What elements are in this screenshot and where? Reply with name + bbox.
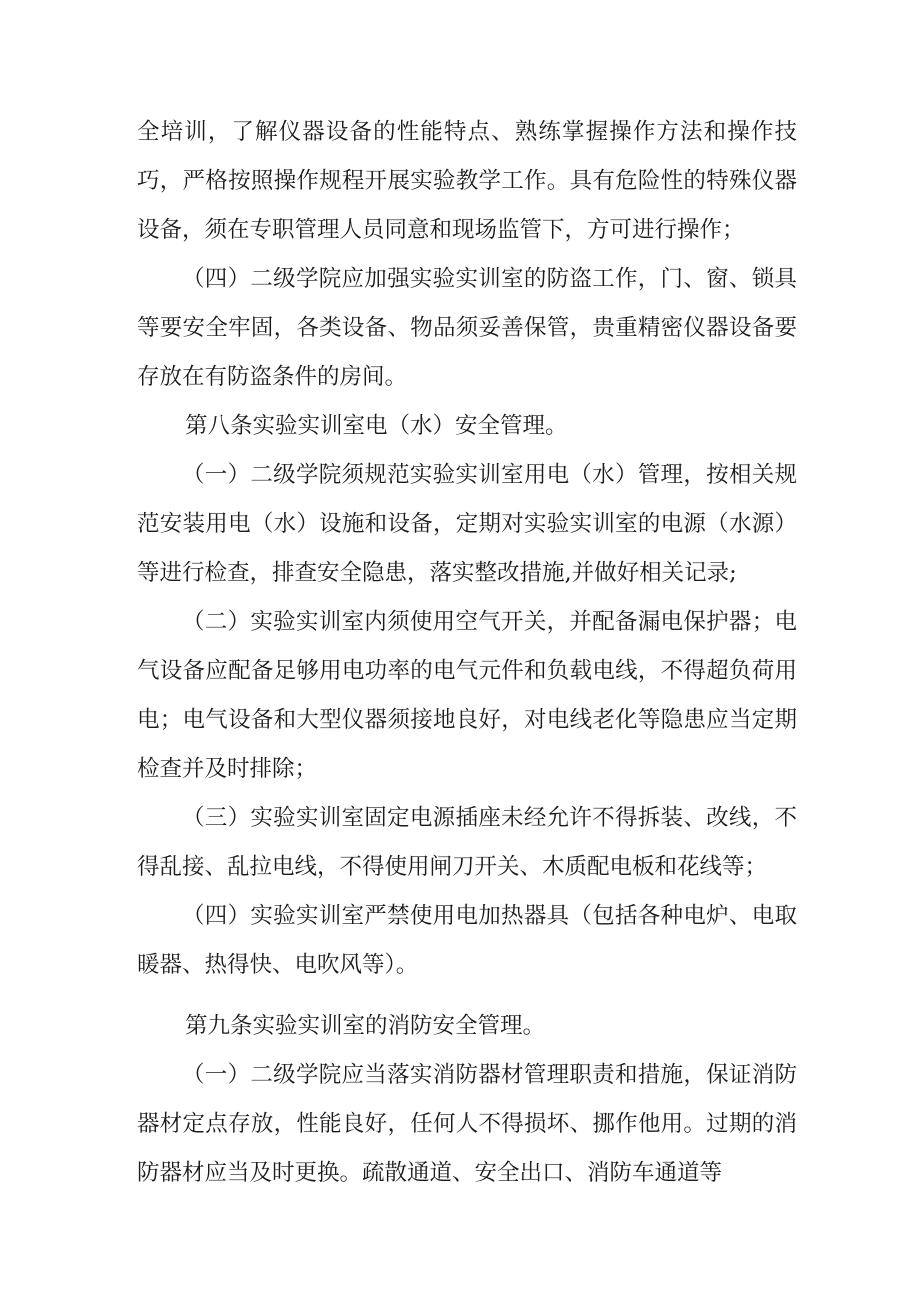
- paragraph-fixed-sockets: （三）实验实训室固定电源插座未经允许不得拆装、改线，不得乱接、乱拉电线，不得使用闸刀开关、木质配电板和花线等；: [137, 805, 797, 880]
- paragraph-electric-heaters: （四）实验实训室严禁使用电加热器具（包括各种电炉、电取暖器、热得快、电吹风等）。: [137, 903, 797, 978]
- paragraph-training-continued: 全培训，了解仪器设备的性能特点、熟练掌握操作方法和操作技巧，严格按照操作规程开展实验教学工作。具有危险性的特殊仪器设备，须在专职管理人员同意和现场监管下，方可进行操作；: [137, 119, 797, 243]
- paragraph-air-switch: （二）实验实训室内须使用空气开关，并配备漏电保护器；电气设备应配备足够用电功率的电气元件和负载电线，不得超负荷用电；电气设备和大型仪器须接地良好，对电线老化等隐患应当定期检查并及时排除；: [137, 609, 797, 782]
- article-9-heading: 第九条实验实训室的消防安全管理。: [185, 1013, 546, 1039]
- article-8-heading: 第八条实验实训室电（水）安全管理。: [185, 413, 568, 439]
- paragraph-anti-theft: （四）二级学院应加强实验实训室的防盗工作，门、窗、锁具等要安全牢固，各类设备、物品须妥善保管，贵重精密仪器设备要存放在有防盗条件的房间。: [137, 266, 797, 390]
- paragraph-fire-equipment: （一）二级学院应当落实消防器材管理职责和措施，保证消防器材定点存放，性能良好，任何人不得损坏、挪作他用。过期的消防器材应当及时更换。疏散通道、安全出口、消防车通道等: [137, 1062, 797, 1186]
- document-body: [137, 108, 797, 1198]
- paragraph-electric-water-management: （一）二级学院须规范实验实训室用电（水）管理，按相关规范安装用电（水）设施和设备，定期对实验实训室的电源（水源）等进行检查，排查安全隐患，落实整改措施,并做好相关记录;: [137, 462, 797, 586]
